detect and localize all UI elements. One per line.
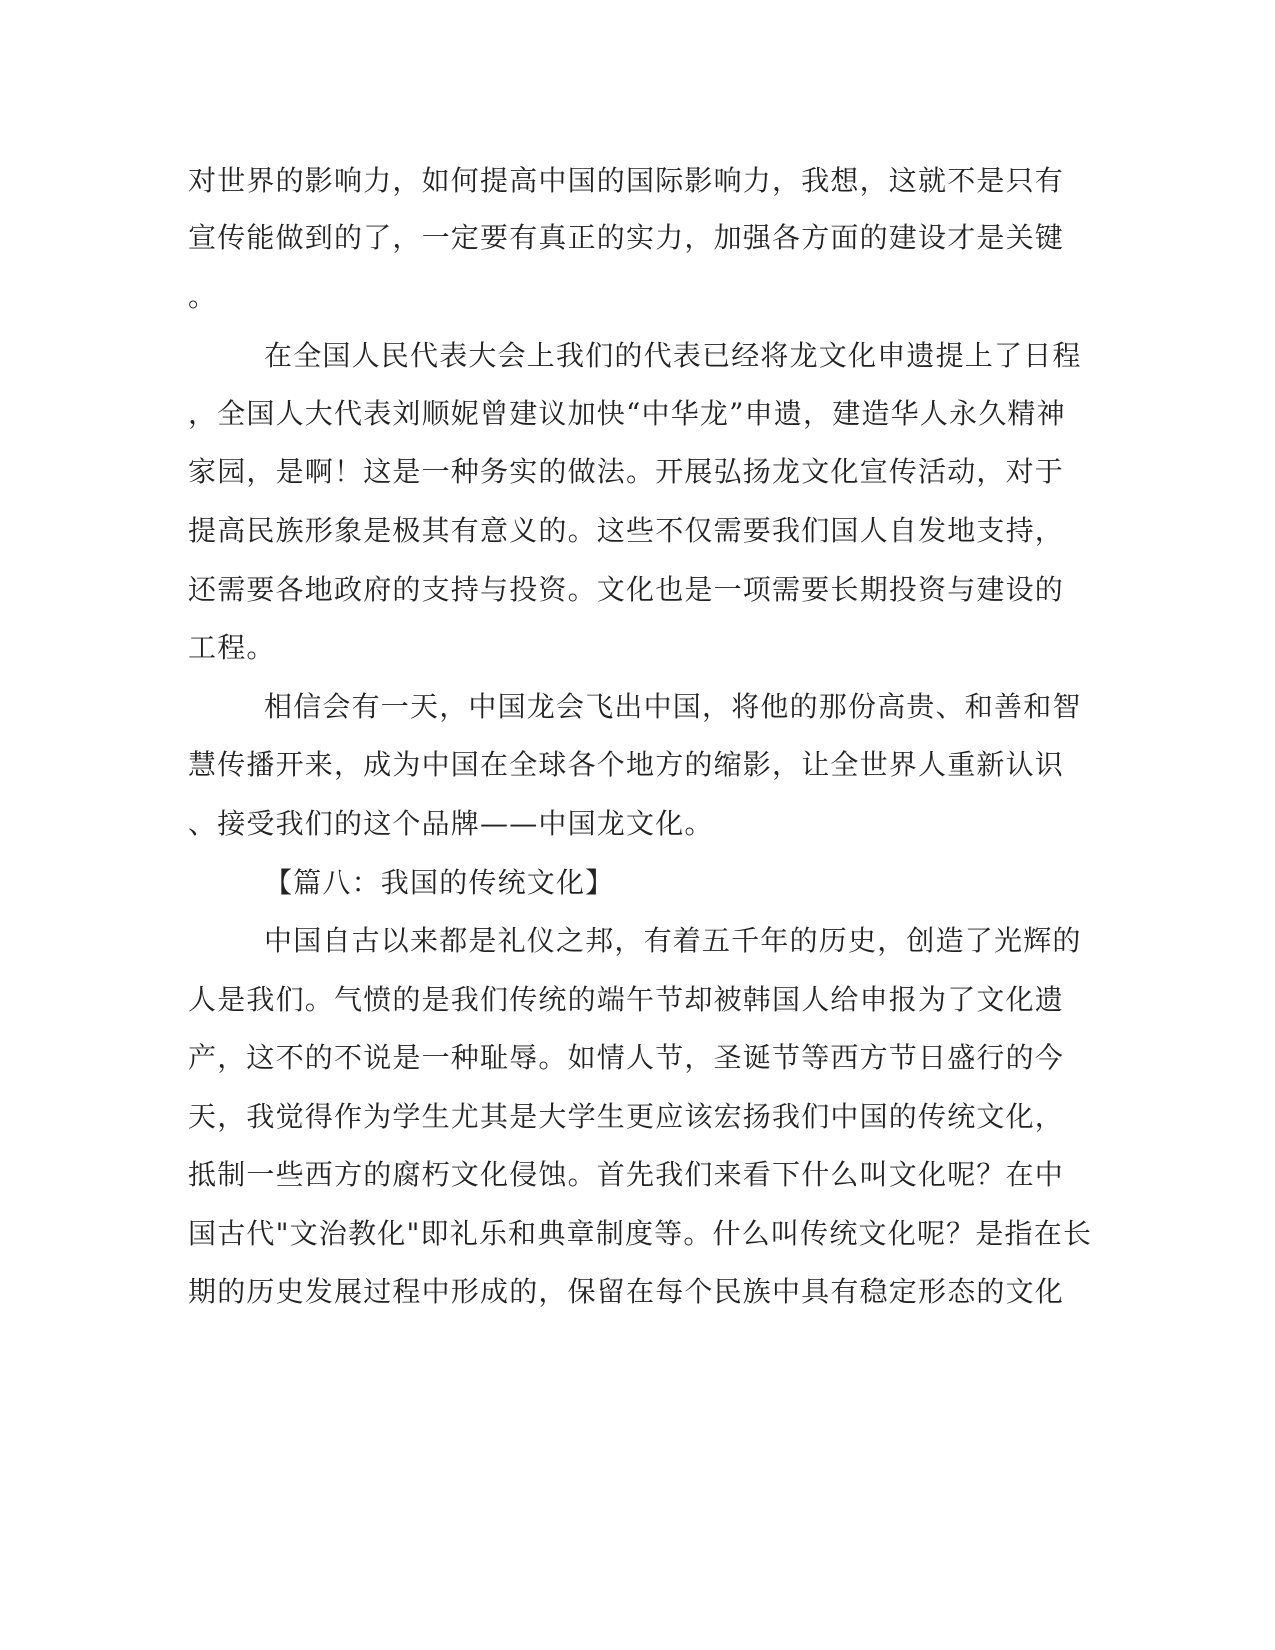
text-line: 还需要各地政府的支持与投资。文化也是一项需要长期投资与建设的 [188,573,1065,606]
text-line: 宣传能做到的了，一定要有真正的实力，加强各方面的建设才是关键 [188,221,1065,254]
paragraph-first-line: 相信会有一天，中国龙会飞出中国，将他的那份高贵、和善和智 [264,690,1082,723]
text-line: 慧传播开来，成为中国在全球各个地方的缩影，让全世界人重新认识 [188,748,1065,781]
text-line: 、接受我们的这个品牌——中国龙文化。 [188,807,714,840]
paragraph-first-line: 在全国人民代表大会上我们的代表已经将龙文化申遗提上了日程 [264,339,1082,372]
text-line: 对世界的影响力，如何提高中国的国际影响力，我想，这就不是只有 [188,164,1065,197]
text-line: 期的历史发展过程中形成的，保留在每个民族中具有稳定形态的文化 [188,1275,1065,1308]
text-line: 人是我们。气愤的是我们传统的端午节却被韩国人给申报为了文化遗 [188,983,1065,1016]
text-line: ，全国人大代表刘顺妮曾建议加快“中华龙”申遗，建造华人永久精神 [188,397,1066,430]
text-line: 家园，是啊！这是一种务实的做法。开展弘扬龙文化宣传活动，对于 [188,455,1065,488]
text-line: 天，我觉得作为学生尤其是大学生更应该宏扬我们中国的传统文化， [188,1100,1065,1133]
text-line: 。 [188,280,218,313]
text-line: 抵制一些西方的腐朽文化侵蚀。首先我们来看下什么叫文化呢？在中 [188,1158,1065,1191]
paragraph-first-line: 中国自古以来都是礼仪之邦，有着五千年的历史，创造了光辉的 [264,924,1082,957]
text-line: 产，这不的不说是一种耻辱。如情人节，圣诞节等西方节日盛行的今 [188,1041,1065,1074]
section-heading: 【篇八：我国的传统文化】 [264,866,615,899]
text-line: 工程。 [188,631,276,664]
text-line: 提高民族形象是极其有意义的。这些不仅需要我们国人自发地支持， [188,514,1065,547]
text-line: 国古代"文治教化"即礼乐和典章制度等。什么叫传统文化呢？是指在长 [188,1217,1093,1250]
